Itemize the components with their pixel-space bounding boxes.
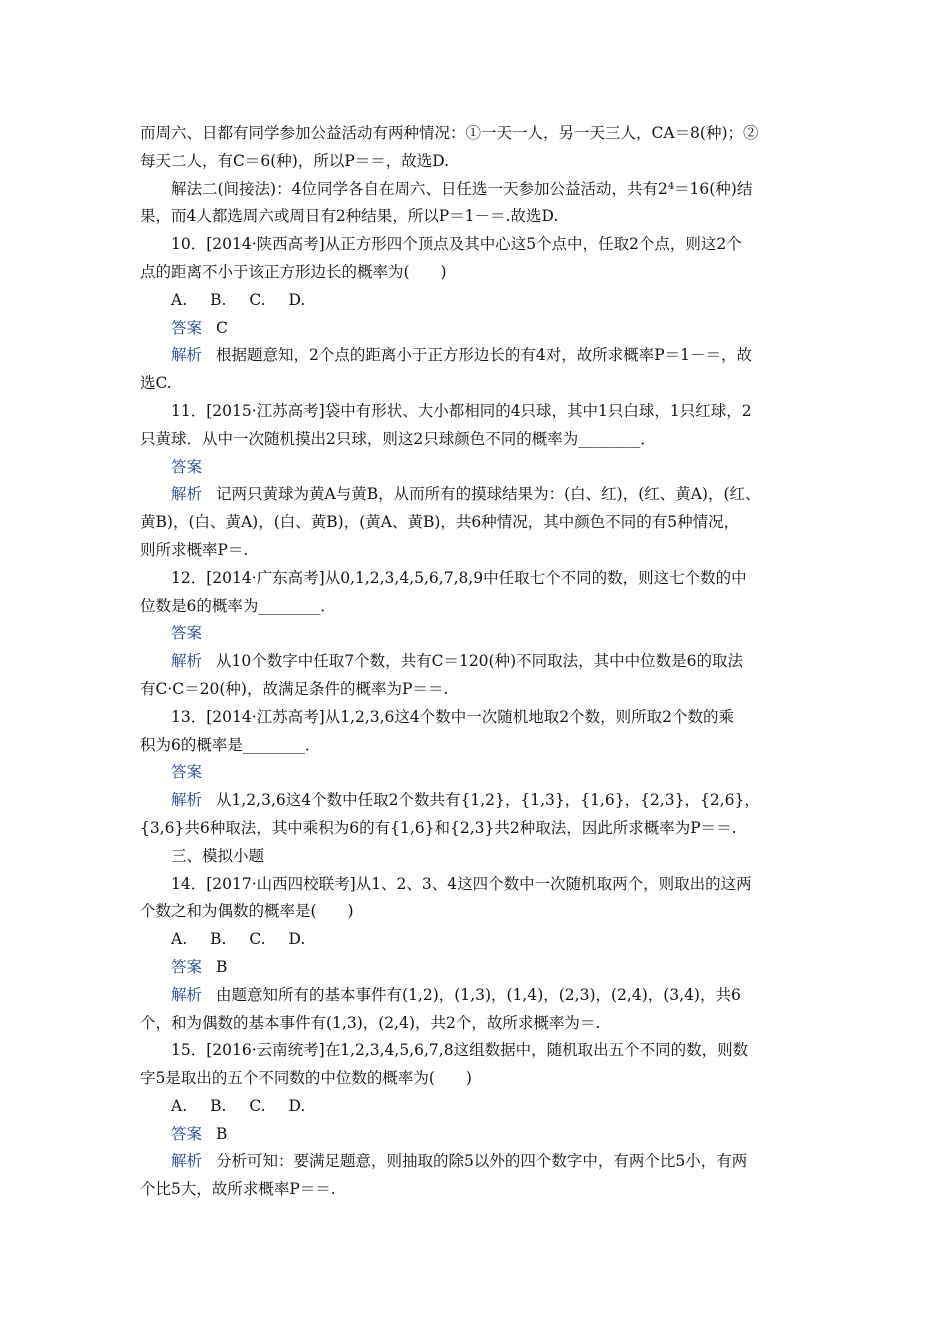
option-a: A. [171,930,188,949]
question-14-options [140,926,812,954]
answer-label: 答案 [171,457,203,476]
option-c: C. [249,1096,266,1115]
question-14-stem: 14．[2017·山西四校联考]从1、2、3、4这四个数中一次随机取两个，则取出的这两 [171,874,752,893]
question-15-answer [140,1121,812,1149]
answer-label: 答案 [171,624,203,643]
analysis-text: 根据题意知，2个点的距离小于正方形边长的有4对，故所求概率P＝1－＝，故 [216,346,753,365]
question-13-analysis-cont: {3,6}共6种取法，其中乘积为6的有{1,6}和{2,3}共2种取法，因此所求概率为P＝＝. [140,818,737,837]
analysis-text: 分析可知：要满足题意，则抽取的除5以外的四个数字中，有两个比5小，有两 [216,1152,748,1171]
question-13-analysis [140,787,812,815]
question-14-analysis-cont: 个，和为偶数的基本事件有(1,3)，(2,4)，共2个，故所求概率为＝. [140,1013,601,1032]
analysis-label: 解析 [171,485,203,504]
analysis-text: 从1,2,3,6这4个数中任取2个数共有{1,2}，{1,3}，{1,6}，{2,3}，{2,6}， [216,791,760,810]
text-line: 解法二(间接法)：4位同学各自在周六、日任选一天参加公益活动，共有2⁴＝16(种)结 [171,179,753,198]
answer-value: B [216,1124,228,1143]
analysis-label: 解析 [171,652,203,671]
question-15-analysis-cont: 个比5大，故所求概率P＝＝. [140,1180,336,1199]
question-11-analysis [140,481,812,509]
answer-label: 答案 [171,957,203,976]
question-14-analysis [140,982,812,1010]
question-11-analysis-cont: 则所求概率P＝. [140,540,249,559]
option-c: C. [249,290,266,309]
question-15-options [140,1093,812,1121]
analysis-text: 记两只黄球为黄A与黄B，从而所有的摸球结果为：(白、红)，(红、黄A)，(红、 [216,485,761,504]
question-10-options [140,287,812,315]
analysis-label: 解析 [171,985,203,1004]
question-12-analysis [140,648,812,676]
option-d: D. [288,930,306,949]
answer-value: B [216,957,228,976]
question-13-answer [140,759,812,787]
option-b: B. [210,930,227,949]
answer-value: C [216,318,228,337]
option-c: C. [249,930,266,949]
text-line: 果，而4人都选周六或周日有2种结果，所以P＝1－＝.故选D. [140,207,559,226]
question-13-stem: 13．[2014·江苏高考]从1,2,3,6这4个数中一次随机地取2个数，则所取2个数的乘 [171,707,735,726]
question-12-analysis-cont: 有C·C＝20(种)，故满足条件的概率为P＝＝. [140,679,449,698]
text-line: 而周六、日都有同学参加公益活动有两种情况：①一天一人，另一天三人，CA＝8(种)；② [140,124,759,142]
option-d: D. [288,1096,306,1115]
option-a: A. [171,1096,188,1115]
question-12-stem-cont: 位数是6的概率为________． [140,596,336,615]
option-b: B. [210,1096,227,1115]
analysis-label: 解析 [171,346,203,365]
question-14-stem-cont: 个数之和为偶数的概率是( ) [140,902,354,921]
analysis-text: 由题意知所有的基本事件有(1,2)，(1,3)，(1,4)，(2,3)，(2,4)，(3,4)，共6 [216,985,741,1004]
text-line: 每天二人，有C＝6(种)，所以P＝＝，故选D. [140,151,450,170]
document-page [140,120,812,1204]
analysis-label: 解析 [171,791,203,810]
question-10-analysis [140,342,812,370]
option-b: B. [210,290,227,309]
question-10-analysis-cont: 选C. [140,374,172,393]
option-d: D. [288,290,306,309]
question-14-answer [140,954,812,982]
question-12-answer [140,620,812,648]
question-11-answer [140,454,812,482]
section-heading: 三、模拟小题 [171,846,265,865]
question-13-stem-cont: 积为6的概率是________． [140,735,321,754]
answer-label: 答案 [171,318,203,337]
question-11-stem: 11．[2015·江苏高考]袋中有形状、大小都相同的4只球，其中1只白球，1只红球，2 [171,401,752,420]
answer-label: 答案 [171,763,203,782]
question-11-stem-cont: 只黄球．从中一次随机摸出2只球，则这2只球颜色不同的概率为________． [140,429,656,448]
question-10-stem-cont: 点的距离不小于该正方形边长的概率为( ) [140,262,447,281]
answer-label: 答案 [171,1124,203,1143]
question-11-analysis-cont: 黄B)，(白、黄A)，(白、黄B)，(黄A、黄B)，共6种情况，其中颜色不同的有5种情况， [140,513,740,532]
analysis-text: 从10个数字中任取7个数，共有C＝120(种)不同取法，其中中位数是6的取法 [216,652,744,671]
question-10-stem: 10．[2014·陕西高考]从正方形四个顶点及其中心这5个点中，任取2个点，则这2个 [171,235,742,254]
question-15-stem-cont: 字5是取出的五个不同数的中位数的概率为( ) [140,1069,472,1088]
option-a: A. [171,290,188,309]
analysis-label: 解析 [171,1152,203,1171]
question-15-stem: 15．[2016·云南统考]在1,2,3,4,5,6,7,8这组数据中，随机取出五个不同的数，则数 [171,1041,749,1060]
question-12-stem: 12．[2014·广东高考]从0,1,2,3,4,5,6,7,8,9中任取七个不同的数，则这七个数的中 [171,568,747,587]
question-10-answer [140,315,812,343]
question-15-analysis [140,1148,812,1176]
